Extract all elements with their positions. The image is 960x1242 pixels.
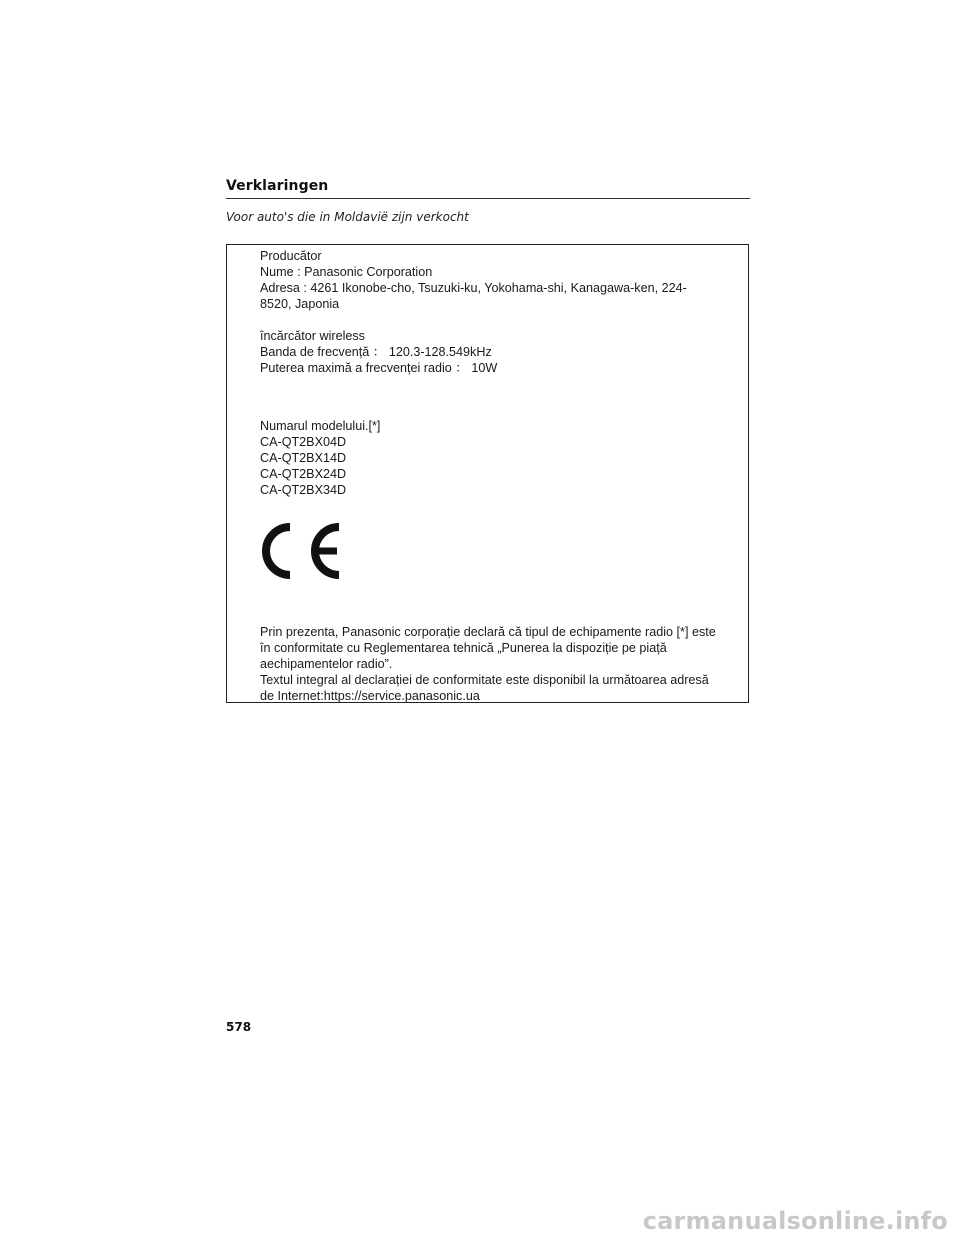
label-line-manufacturer-heading: Producător: [260, 249, 322, 263]
label-line-address-2: 8520, Japonia: [260, 297, 340, 311]
label-line-frequency-band: Banda de frecvență ： 120.3-128.549kHz: [260, 345, 492, 359]
label-line-declaration-url: de Internet:https://service.panasonic.ua: [260, 689, 480, 703]
label-line-declaration-4: Textul integral al declarației de conformitate este disponibil la următoarea adresă: [260, 673, 709, 687]
section-subtitle: Voor auto's die in Moldavië zijn verkocht: [226, 210, 469, 224]
site-watermark: carmanualsonline.info: [642, 1207, 948, 1235]
label-line-model-4: CA-QT2BX34D: [260, 483, 347, 497]
title-divider: [226, 198, 750, 199]
label-line-max-power: Puterea maximă a frecvenței radio ： 10W: [260, 361, 498, 375]
label-line-declaration-1: Prin prezenta, Panasonic corporație declară că tipul de echipamente radio [*] este: [260, 625, 716, 639]
label-line-address-1: Adresa : 4261 Ikonobe-cho, Tsuzuki-ku, Yokohama-shi, Kanagawa-ken, 224-: [260, 281, 687, 295]
label-line-declaration-2: în conformitate cu Reglementarea tehnică „Punerea la dispoziție pe piață: [260, 641, 667, 655]
label-line-model-2: CA-QT2BX14D: [260, 451, 347, 465]
label-line-device-type: încărcător wireless: [260, 329, 365, 343]
ce-mark-icon: [261, 521, 341, 581]
label-line-name: Nume : Panasonic Corporation: [260, 265, 433, 279]
label-line-model-1: CA-QT2BX04D: [260, 435, 347, 449]
label-line-model-heading: Numarul modelului.[*]: [260, 419, 381, 433]
label-line-model-3: CA-QT2BX24D: [260, 467, 347, 481]
page-number: 578: [226, 1020, 252, 1034]
section-title: Verklaringen: [226, 178, 329, 194]
regulatory-label-box: [226, 244, 749, 703]
label-line-declaration-3: aechipamentelor radio”.: [260, 657, 393, 671]
